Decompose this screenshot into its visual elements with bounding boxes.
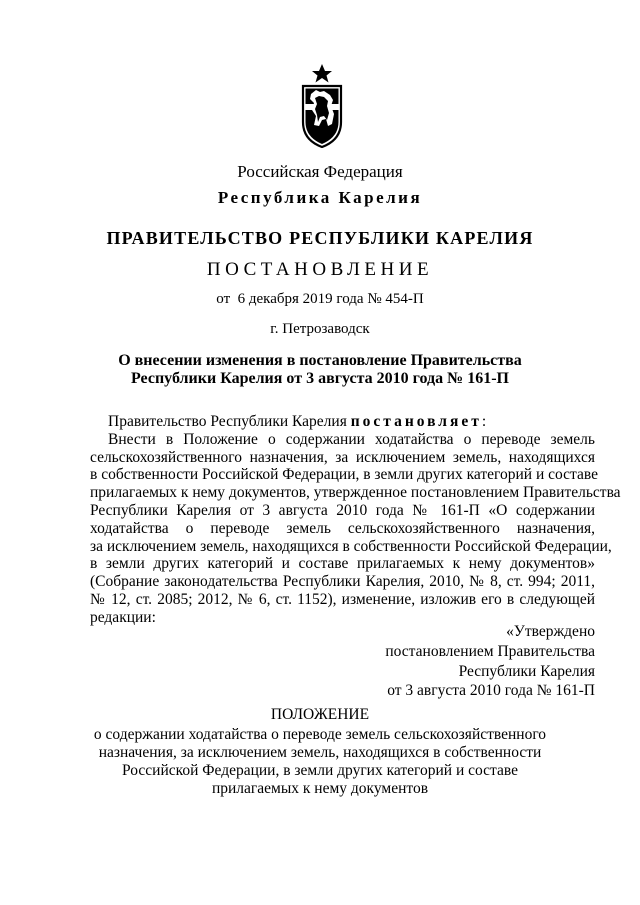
- document-city: г. Петрозаводск: [270, 321, 370, 337]
- document-type: ПОСТАНОВЛЕНИЕ: [206, 259, 434, 280]
- regulation-title: [0, 706, 640, 798]
- regulation-line: Российской Федерации, в земли других категорий и составе: [122, 762, 518, 779]
- approval-line: «Утверждено: [506, 623, 595, 640]
- regulation-heading: ПОЛОЖЕНИЕ: [270, 706, 370, 723]
- document-date-number: от 6 декабря 2019 года № 454-П: [216, 291, 424, 307]
- government-name: ПРАВИТЕЛЬСТВО РЕСПУБЛИКИ КАРЕЛИЯ: [106, 228, 534, 248]
- body-intro-line: [90, 413, 595, 431]
- republic-name: Республика Карелия: [217, 188, 423, 207]
- body-line: прилагаемых к нему документов, утвержденное постановлением Правительства: [90, 484, 621, 502]
- title-line: Республики Карелия от 3 августа 2010 года № 161-П: [130, 370, 509, 387]
- body-line: Республики Карелия от 3 августа 2010 года № 161-П «О содержании: [90, 501, 595, 519]
- body-line: редакции:: [90, 608, 156, 626]
- document-body: [90, 413, 621, 627]
- approval-stamp: [385, 622, 595, 701]
- body-line: ходатайства о переводе земель сельскохозяйственного назначения,: [90, 519, 595, 537]
- approval-line: Республики Карелия: [458, 662, 595, 680]
- approval-line: от 3 августа 2010 года № 161-П: [387, 682, 595, 700]
- regulation-line: прилагаемых к нему документов: [211, 780, 429, 797]
- body-line: (Собрание законодательства Республики Карелия, 2010, № 8, ст. 994; 2011,: [90, 573, 595, 591]
- body-line: № 12, ст. 2085; 2012, № 6, ст. 1152), изменение, изложив его в следующей: [90, 590, 595, 608]
- body-intro-colon: :: [481, 413, 487, 430]
- body-intro: Правительство Республики Карелия: [108, 413, 351, 430]
- body-intro-verb: постановляет: [350, 413, 482, 430]
- document-title: [0, 352, 640, 388]
- body-line: в земли других категорий и составе прилагаемых к нему документов»: [90, 555, 595, 573]
- title-line: О внесении изменения в постановление Правительства: [118, 352, 522, 369]
- federation-name: Российская Федерация: [237, 162, 403, 181]
- body-line: в собственности Российской Федерации, в земли других категорий и составе: [90, 466, 598, 484]
- regulation-line: назначения, за исключением земель, находящихся в собственности: [98, 744, 542, 761]
- regulation-line: о содержании ходатайства о переводе земель сельскохозяйственного: [93, 726, 547, 743]
- body-line: за исключением земель, находящихся в собственности Российской Федерации,: [90, 537, 612, 555]
- coat-of-arms-emblem: [297, 64, 347, 148]
- approval-line: постановлением Правительства: [385, 642, 595, 660]
- body-line: Внести в Положение о содержании ходатайства о переводе земель: [108, 430, 595, 448]
- body-line: сельскохозяйственного назначения, за исключением земель, находящихся: [90, 448, 595, 466]
